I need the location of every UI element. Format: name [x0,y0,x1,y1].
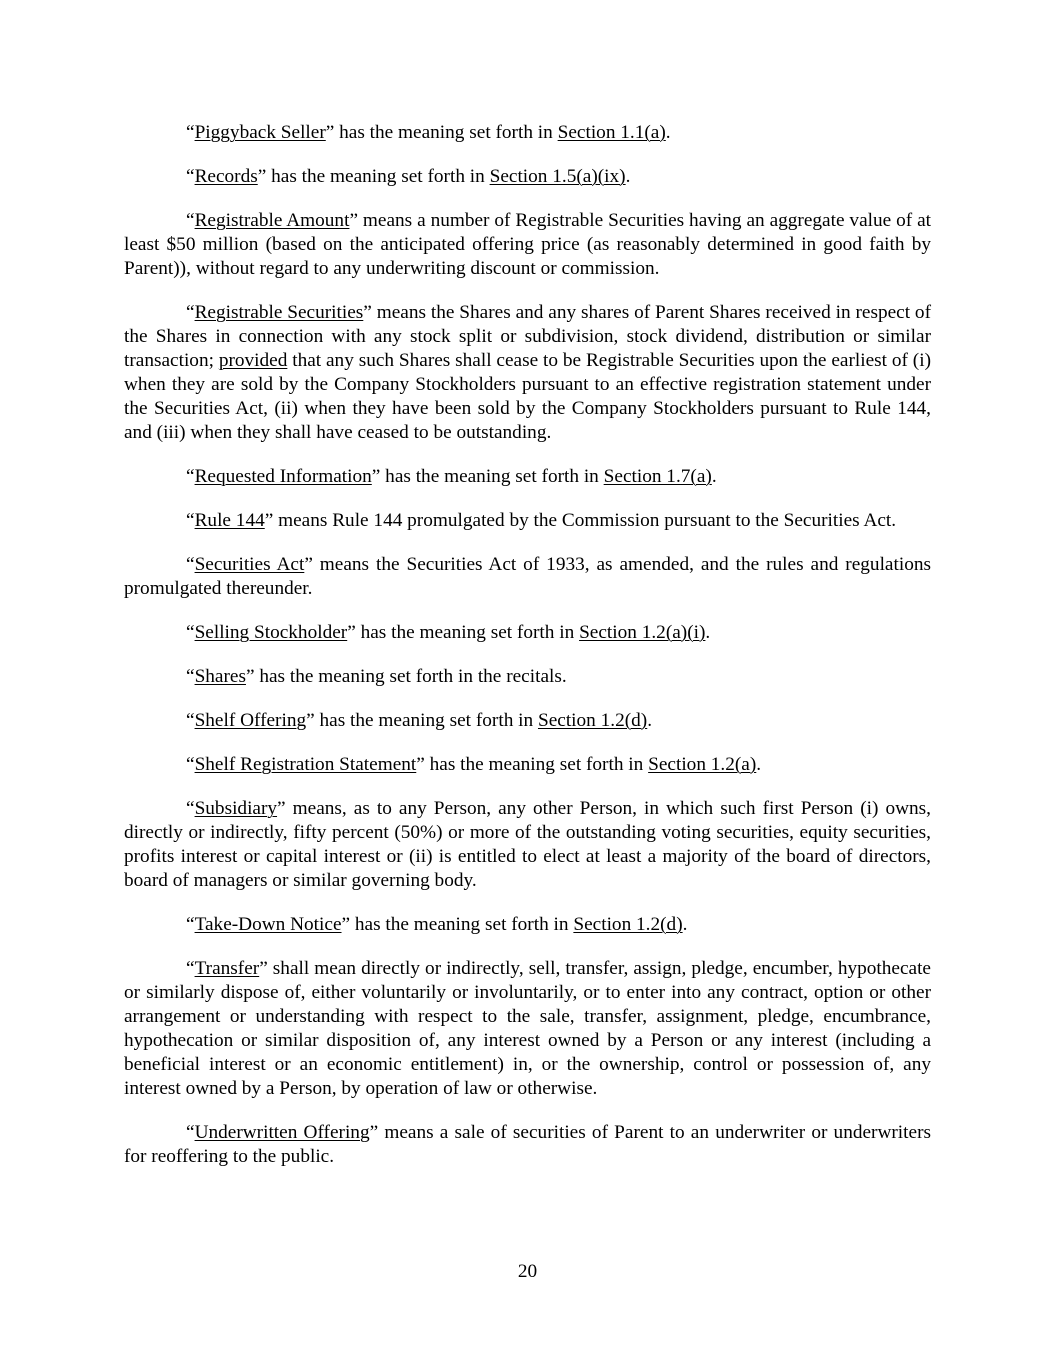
defined-term: Take-Down Notice [194,914,342,935]
defined-term: Registrable Securities [194,302,364,323]
definition-securities-act: “Securities Act” means the Securities Act of 1933, as amended, and the rules and regulations promulgated thereunder. [124,554,931,599]
section-reference: Section 1.2(d) [573,914,683,935]
page-number: 20 [517,1261,538,1282]
defined-term: Transfer [194,958,260,979]
defined-term: Shelf Registration Statement [194,754,417,775]
definition-rule-144: “Rule 144” means Rule 144 promulgated by the Commission pursuant to the Securities Act. [186,510,897,531]
definition-subsidiary: “Subsidiary” means, as to any Person, any other Person, in which such first Person (i) owns, directly or indirectly, fifty percent (50%) or more of the outstanding voting securities, equity securities, profits interest or capital interest or (ii) is entitled to elect at least a majority of the board of directors, board of managers or similar governing body. [124,798,931,891]
defined-term: Shelf Offering [194,710,307,731]
defined-term: Shares [194,666,246,687]
section-reference: Section 1.2(a) [648,754,757,775]
defined-term: Records [194,166,258,187]
defined-term: Piggyback Seller [194,122,326,143]
defined-term: Registrable Amount [194,210,350,231]
definition-transfer: “Transfer” shall mean directly or indirectly, sell, transfer, assign, pledge, encumber, hypothecate or similarly dispose of, either voluntarily or involuntarily, or to enter into any contract, option or other arrangement or understanding with respect to the sale, transfer, assignment, pledge, encumbrance, hypothecation or similar disposition of, any interest owned by a Person or any interest (including a beneficial interest or an economic entitlement) in, or the ownership, control or possession of, any interest owned by a Person, by operation of law or otherwise. [124,958,931,1099]
defined-term: Subsidiary [194,798,278,819]
definition-registrable-amount: “Registrable Amount” means a number of Registrable Securities having an aggregate value of at least $50 million (based on the anticipated offering price (as reasonably determined in good faith by Parent)), without regard to any underwriting discount or commission. [124,210,931,279]
definition-shares: “Shares” has the meaning set forth in the recitals. [186,666,567,687]
definition-records: “Records” has the meaning set forth in Section 1.5(a)(ix). [186,166,631,187]
section-reference: Section 1.2(a)(i) [579,622,706,643]
defined-term: Selling Stockholder [194,622,348,643]
definition-registrable-securities: “Registrable Securities” means the Shares and any shares of Parent Shares received in respect of the Shares in connection with any stock split or subdivision, stock dividend, distribution or similar transaction; provided that any such Shares shall cease to be Registrable Securities upon the earliest of (i) when they are sold by the Company Stockholders pursuant to an effective registration statement under the Securities Act, (ii) when they have been sold by the Company Stockholders pursuant to Rule 144, and (iii) when they shall have ceased to be outstanding. [124,302,931,443]
section-reference: Section 1.7(a) [603,466,712,487]
definition-underwritten-offering: “Underwritten Offering” means a sale of securities of Parent to an underwriter or underwriters for reoffering to the public. [124,1122,932,1167]
section-reference: Section 1.5(a)(ix) [489,166,626,187]
definition-take-down-notice: “Take-Down Notice” has the meaning set forth in Section 1.2(d). [186,914,688,935]
definition-piggyback-seller: “Piggyback Seller” has the meaning set forth in Section 1.1(a). [186,122,671,143]
document-page [124,121,931,1189]
proviso-term: provided [218,350,288,371]
defined-term: Requested Information [194,466,372,487]
section-reference: Section 1.1(a) [557,122,666,143]
defined-term: Rule 144 [194,510,265,531]
definition-shelf-offering: “Shelf Offering” has the meaning set forth in Section 1.2(d). [186,710,653,731]
definition-requested-information: “Requested Information” has the meaning set forth in Section 1.7(a). [186,466,717,487]
definition-selling-stockholder: “Selling Stockholder” has the meaning set forth in Section 1.2(a)(i). [186,622,711,643]
definition-shelf-registration-statement: “Shelf Registration Statement” has the meaning set forth in Section 1.2(a). [186,754,762,775]
defined-term: Securities Act [194,554,305,575]
defined-term: Underwritten Offering [194,1122,370,1143]
section-reference: Section 1.2(d) [537,710,648,731]
